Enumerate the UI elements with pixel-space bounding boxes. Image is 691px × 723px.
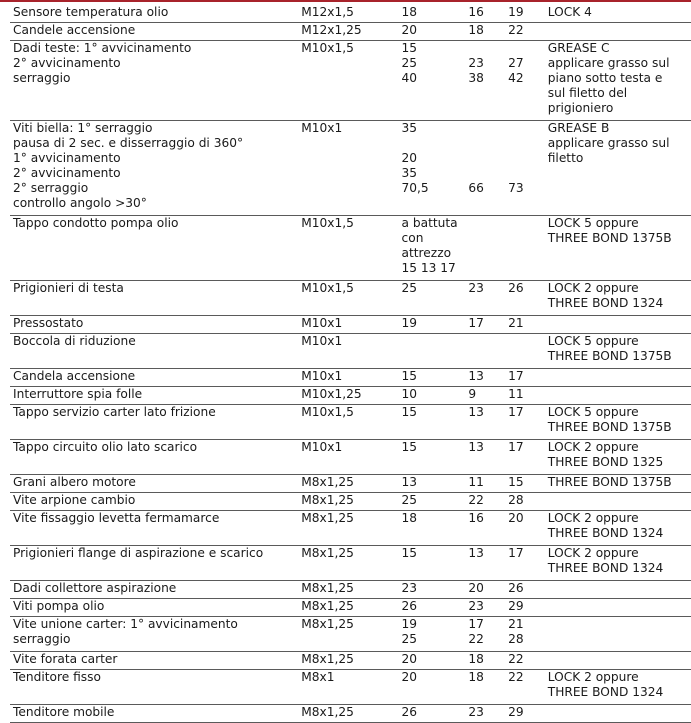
torque-nominal-cell: 15 25 40 (399, 41, 466, 121)
notes-cell (545, 705, 691, 723)
torque-nominal-cell: a battuta con attrezzo 15 13 17 (399, 216, 466, 281)
thread-cell: M12x1,5 (298, 5, 398, 23)
torque-max-cell: 28 (505, 493, 545, 511)
notes-cell: LOCK 4 (545, 5, 691, 23)
torque-max-cell (505, 334, 545, 369)
component-cell: Sensore temperatura olio (10, 5, 298, 23)
notes-cell (545, 652, 691, 670)
thread-cell: M10x1 (298, 440, 398, 475)
torque-max-cell: 11 (505, 387, 545, 405)
component-cell: Boccola di riduzione (10, 334, 298, 369)
table-row (10, 216, 691, 281)
notes-cell: LOCK 2 oppure THREE BOND 1324 (545, 281, 691, 316)
table-row (10, 121, 691, 216)
component-cell: Vite unione carter: 1° avvicinamento serraggio (10, 617, 298, 652)
torque-min-cell: 20 (465, 581, 505, 599)
component-cell: Prigionieri flange di aspirazione e scarico (10, 546, 298, 581)
torque-nominal-cell: 18 (399, 511, 466, 546)
torque-max-cell: 20 (505, 511, 545, 546)
thread-cell: M8x1,25 (298, 511, 398, 546)
thread-cell: M8x1,25 (298, 581, 398, 599)
torque-min-cell: 13 (465, 369, 505, 387)
notes-cell: LOCK 2 oppure THREE BOND 1324 (545, 546, 691, 581)
torque-min-cell: 11 (465, 475, 505, 493)
notes-cell (545, 369, 691, 387)
torque-nominal-cell: 15 (399, 369, 466, 387)
table-row (10, 511, 691, 546)
notes-cell (545, 493, 691, 511)
torque-max-cell: 26 (505, 581, 545, 599)
torque-max-cell: 15 (505, 475, 545, 493)
notes-cell: GREASE B applicare grasso sul filetto (545, 121, 691, 216)
component-cell: Vite forata carter (10, 652, 298, 670)
torque-max-cell: 26 (505, 281, 545, 316)
thread-cell: M10x1,25 (298, 387, 398, 405)
torque-min-cell: 16 (465, 511, 505, 546)
component-cell: Tappo circuito olio lato scarico (10, 440, 298, 475)
torque-nominal-cell: 19 25 (399, 617, 466, 652)
component-cell: Interruttore spia folle (10, 387, 298, 405)
table-row (10, 405, 691, 440)
thread-cell: M10x1 (298, 316, 398, 334)
torque-nominal-cell: 35 20 35 70,5 (399, 121, 466, 216)
thread-cell: M8x1,25 (298, 599, 398, 617)
torque-max-cell (505, 216, 545, 281)
torque-min-cell: 18 (465, 670, 505, 705)
table-row (10, 652, 691, 670)
torque-nominal-cell: 23 (399, 581, 466, 599)
torque-max-cell: 22 (505, 670, 545, 705)
table-row (10, 281, 691, 316)
thread-cell: M10x1,5 (298, 41, 398, 121)
component-cell: Candele accensione (10, 23, 298, 41)
torque-nominal-cell: 25 (399, 281, 466, 316)
torque-nominal-cell: 13 (399, 475, 466, 493)
torque-min-cell: 9 (465, 387, 505, 405)
table-row (10, 670, 691, 705)
torque-min-cell: 66 (465, 121, 505, 216)
thread-cell: M8x1,25 (298, 546, 398, 581)
torque-max-cell: 17 (505, 369, 545, 387)
notes-cell (545, 387, 691, 405)
top-accent-bar (0, 0, 691, 2)
torque-min-cell (465, 334, 505, 369)
torque-nominal-cell: 20 (399, 23, 466, 41)
torque-nominal-cell: 26 (399, 599, 466, 617)
thread-cell: M10x1,5 (298, 405, 398, 440)
component-cell: Grani albero motore (10, 475, 298, 493)
torque-max-cell: 17 (505, 440, 545, 475)
table-row (10, 493, 691, 511)
torque-max-cell: 29 (505, 599, 545, 617)
component-cell: Tappo servizio carter lato frizione (10, 405, 298, 440)
table-row (10, 5, 691, 23)
table-row (10, 617, 691, 652)
table-row (10, 334, 691, 369)
table-row (10, 705, 691, 723)
thread-cell: M8x1,25 (298, 617, 398, 652)
torque-max-cell: 21 28 (505, 617, 545, 652)
torque-max-cell: 22 (505, 652, 545, 670)
thread-cell: M12x1,25 (298, 23, 398, 41)
torque-max-cell: 29 (505, 705, 545, 723)
component-cell: Vite fissaggio levetta fermamarce (10, 511, 298, 546)
thread-cell: M10x1 (298, 121, 398, 216)
notes-cell: LOCK 5 oppure THREE BOND 1375B (545, 216, 691, 281)
thread-cell: M10x1,5 (298, 281, 398, 316)
torque-max-cell: 27 42 (505, 41, 545, 121)
torque-min-cell: 13 (465, 405, 505, 440)
thread-cell: M8x1,25 (298, 475, 398, 493)
torque-table (10, 5, 691, 723)
torque-nominal-cell: 15 (399, 440, 466, 475)
thread-cell: M8x1 (298, 670, 398, 705)
torque-max-cell: 17 (505, 405, 545, 440)
torque-max-cell: 21 (505, 316, 545, 334)
component-cell: Dadi collettore aspirazione (10, 581, 298, 599)
notes-cell: GREASE C applicare grasso sul piano sotto testa e sul filetto del prigioniero (545, 41, 691, 121)
table-row (10, 369, 691, 387)
torque-nominal-cell: 20 (399, 670, 466, 705)
notes-cell (545, 617, 691, 652)
torque-nominal-cell: 18 (399, 5, 466, 23)
table-row (10, 440, 691, 475)
component-cell: Tenditore fisso (10, 670, 298, 705)
torque-max-cell: 22 (505, 23, 545, 41)
notes-cell (545, 316, 691, 334)
torque-min-cell: 23 (465, 281, 505, 316)
torque-max-cell: 19 (505, 5, 545, 23)
component-cell: Viti pompa olio (10, 599, 298, 617)
table-row (10, 599, 691, 617)
torque-nominal-cell: 19 (399, 316, 466, 334)
torque-min-cell: 18 (465, 652, 505, 670)
notes-cell: LOCK 2 oppure THREE BOND 1324 (545, 511, 691, 546)
torque-table-body (10, 5, 691, 723)
torque-min-cell: 23 (465, 705, 505, 723)
torque-min-cell: 22 (465, 493, 505, 511)
component-cell: Tenditore mobile (10, 705, 298, 723)
torque-min-cell (465, 216, 505, 281)
component-cell: Prigionieri di testa (10, 281, 298, 316)
torque-nominal-cell: 20 (399, 652, 466, 670)
notes-cell: LOCK 5 oppure THREE BOND 1375B (545, 334, 691, 369)
notes-cell: THREE BOND 1375B (545, 475, 691, 493)
table-row (10, 316, 691, 334)
torque-min-cell: 16 (465, 5, 505, 23)
table-row (10, 475, 691, 493)
table-row (10, 546, 691, 581)
table-row (10, 387, 691, 405)
notes-cell (545, 581, 691, 599)
torque-min-cell: 17 (465, 316, 505, 334)
table-row (10, 581, 691, 599)
torque-min-cell: 17 22 (465, 617, 505, 652)
thread-cell: M10x1 (298, 334, 398, 369)
component-cell: Candela accensione (10, 369, 298, 387)
thread-cell: M8x1,25 (298, 493, 398, 511)
notes-cell (545, 599, 691, 617)
torque-nominal-cell (399, 334, 466, 369)
torque-max-cell: 73 (505, 121, 545, 216)
torque-min-cell: 13 (465, 546, 505, 581)
table-row (10, 23, 691, 41)
thread-cell: M8x1,25 (298, 652, 398, 670)
torque-max-cell: 17 (505, 546, 545, 581)
torque-min-cell: 23 38 (465, 41, 505, 121)
notes-cell: LOCK 5 oppure THREE BOND 1375B (545, 405, 691, 440)
torque-nominal-cell: 15 (399, 546, 466, 581)
notes-cell: LOCK 2 oppure THREE BOND 1325 (545, 440, 691, 475)
thread-cell: M10x1 (298, 369, 398, 387)
torque-min-cell: 13 (465, 440, 505, 475)
torque-nominal-cell: 10 (399, 387, 466, 405)
component-cell: Vite arpione cambio (10, 493, 298, 511)
thread-cell: M8x1,25 (298, 705, 398, 723)
component-cell: Tappo condotto pompa olio (10, 216, 298, 281)
notes-cell: LOCK 2 oppure THREE BOND 1324 (545, 670, 691, 705)
table-row (10, 41, 691, 121)
thread-cell: M10x1,5 (298, 216, 398, 281)
component-cell: Viti biella: 1° serraggio pausa di 2 sec. e disserraggio di 360° 1° avvicinamento 2° avvicinamento 2° serraggio controllo angolo >30° (10, 121, 298, 216)
component-cell: Dadi teste: 1° avvicinamento 2° avvicinamento serraggio (10, 41, 298, 121)
torque-nominal-cell: 15 (399, 405, 466, 440)
component-cell: Pressostato (10, 316, 298, 334)
torque-min-cell: 23 (465, 599, 505, 617)
torque-min-cell: 18 (465, 23, 505, 41)
torque-nominal-cell: 26 (399, 705, 466, 723)
torque-nominal-cell: 25 (399, 493, 466, 511)
notes-cell (545, 23, 691, 41)
